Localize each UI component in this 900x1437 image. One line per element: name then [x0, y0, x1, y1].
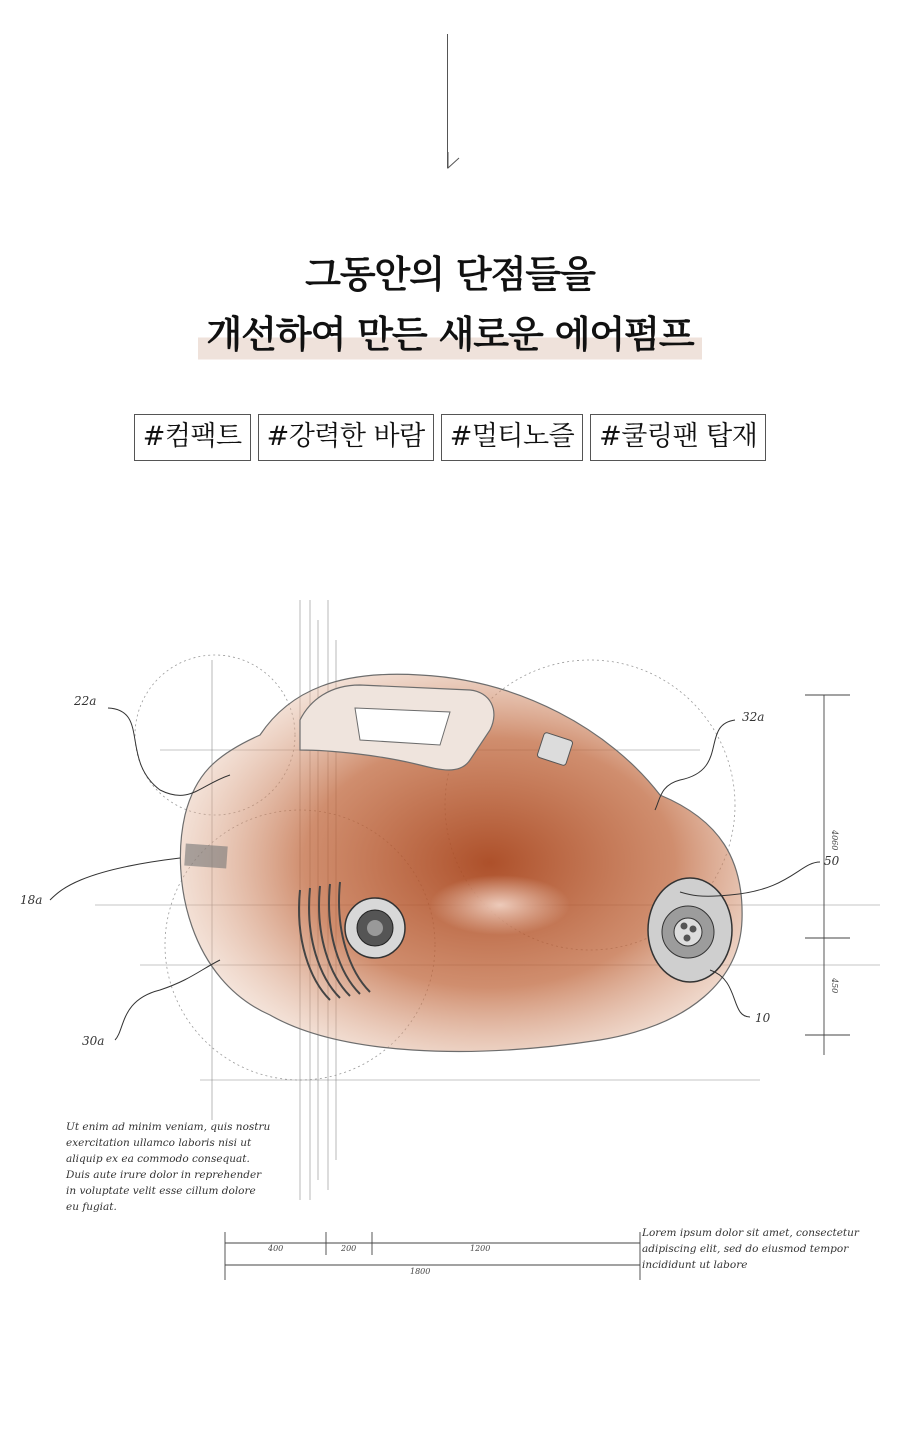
note-right-line: adipiscing elit, sed do eiusmod tempor: [642, 1243, 849, 1255]
headline-line-1: 그동안의 단점들을: [305, 253, 595, 296]
horizontal-dimension: [225, 1232, 640, 1280]
note-left-line: in voluptate velit esse cillum dolore: [66, 1185, 256, 1197]
vertical-dimension: [805, 695, 850, 1055]
tag-multi-nozzle: #멀티노즐: [441, 414, 583, 461]
callout-30a: 30a: [82, 1034, 105, 1048]
air-pump-sketch-illustration: [0, 560, 900, 1320]
arrow-down-icon: [447, 152, 461, 170]
dim-1800: 1800: [410, 1267, 431, 1276]
handwritten-notes-left: [65, 1121, 271, 1213]
dim-200: 200: [341, 1244, 357, 1253]
dim-400: 400: [268, 1244, 284, 1253]
callout-32a: 32a: [742, 710, 765, 724]
note-left-line: exercitation ullamco laboris nisi ut: [66, 1137, 252, 1149]
callout-10: 10: [755, 1011, 771, 1025]
scroll-down-line: [447, 34, 448, 168]
dim-1200: 1200: [470, 1244, 491, 1253]
dim-4060: 4060: [830, 830, 839, 851]
headline: [0, 248, 900, 362]
note-right-line: incididunt ut labore: [642, 1259, 748, 1271]
feature-tags: [0, 414, 900, 461]
tag-strong-wind: #강력한 바람: [258, 414, 434, 461]
tag-cooling-fan: #쿨링팬 탑재: [590, 414, 766, 461]
note-left-line: aliquip ex ea commodo consequat.: [66, 1153, 250, 1165]
note-right-line: Lorem ipsum dolor sit amet, consectetur: [642, 1227, 859, 1239]
note-left-line: eu fugiat.: [66, 1201, 117, 1213]
pump-body: [180, 674, 742, 1051]
note-left-line: Duis aute irure dolor in reprehender: [66, 1169, 262, 1181]
note-left-line: Ut enim ad minim veniam, quis nostru: [66, 1121, 271, 1133]
headline-line-2: 개선하여 만든 새로운 에어펌프: [198, 308, 701, 362]
callout-18a: 18a: [20, 893, 43, 907]
tag-compact: #컴팩트: [134, 414, 251, 461]
handwritten-notes-right: [641, 1227, 860, 1271]
callout-50: 50: [824, 854, 840, 868]
dim-450: 450: [830, 978, 839, 994]
callout-22a: 22a: [74, 694, 97, 708]
